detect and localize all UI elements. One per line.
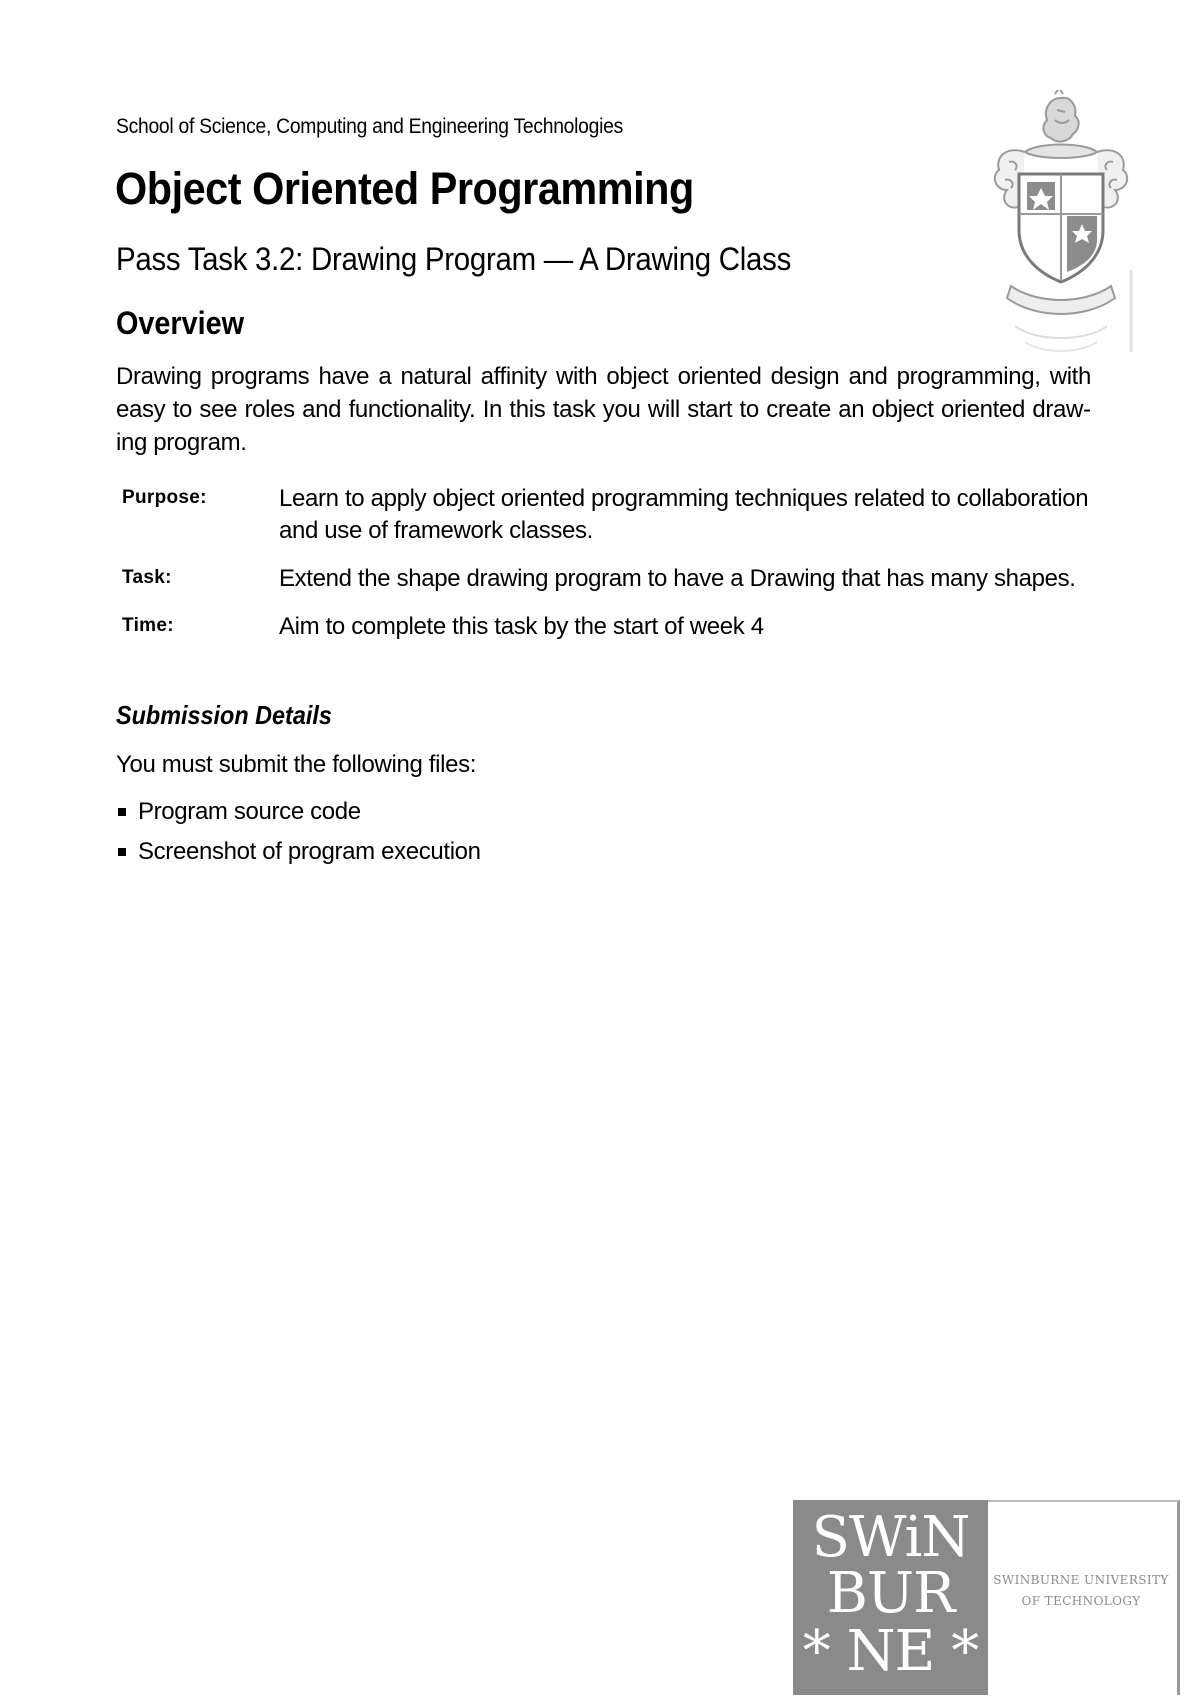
logo-wordmark-line: SWINBURNE UNIVERSITY (993, 1573, 1169, 1587)
swinburne-logo (793, 1500, 988, 1695)
list-item (116, 792, 481, 832)
task-details (122, 483, 1097, 659)
list-item-text: Program source code (138, 798, 361, 825)
course-title: Object Oriented Programming (115, 163, 694, 214)
logo-line: * NE * (802, 1619, 979, 1684)
school-name: School of Science, Computing and Engineering Technologies (116, 115, 623, 138)
purpose-label: Purpose: (122, 487, 207, 508)
logo-line: SWiN (811, 1505, 970, 1570)
time-row (122, 611, 1097, 659)
purpose-row (122, 483, 1097, 563)
overview-heading: Overview (116, 305, 245, 341)
submission-file-list (116, 792, 481, 872)
task-value: Extend the shape drawing program to have a Drawing that has many shapes. (279, 565, 1076, 592)
task-title: Pass Task 3.2: Drawing Program — A Drawing Class (116, 241, 792, 277)
bullet-icon (118, 848, 126, 856)
task-row (122, 563, 1097, 611)
time-value: Aim to complete this task by the start of week 4 (279, 613, 764, 640)
logo-line: BUR (826, 1561, 955, 1626)
bullet-icon (118, 808, 126, 816)
time-label: Time: (122, 615, 174, 636)
university-crest-icon (985, 90, 1135, 360)
submission-heading: Submission Details (116, 700, 332, 730)
logo-wordmark-panel (988, 1500, 1180, 1695)
list-item-text: Screenshot of program execution (138, 838, 481, 865)
logo-wordmark (988, 1570, 1174, 1612)
purpose-value: Learn to apply object oriented programming techniques related to collaboration and use of framework classes. (279, 485, 1089, 544)
overview-body: Drawing programs have a natural affinity with object oriented design and programming, with easy to see roles and functionality. In this task you will start to create an object oriented drawing program. (116, 363, 1091, 456)
task-label: Task: (122, 567, 172, 588)
submission-intro: You must submit the following files: (116, 751, 477, 778)
list-item (116, 832, 481, 872)
logo-wordmark-line: OF TECHNOLOGY (1021, 1594, 1141, 1608)
